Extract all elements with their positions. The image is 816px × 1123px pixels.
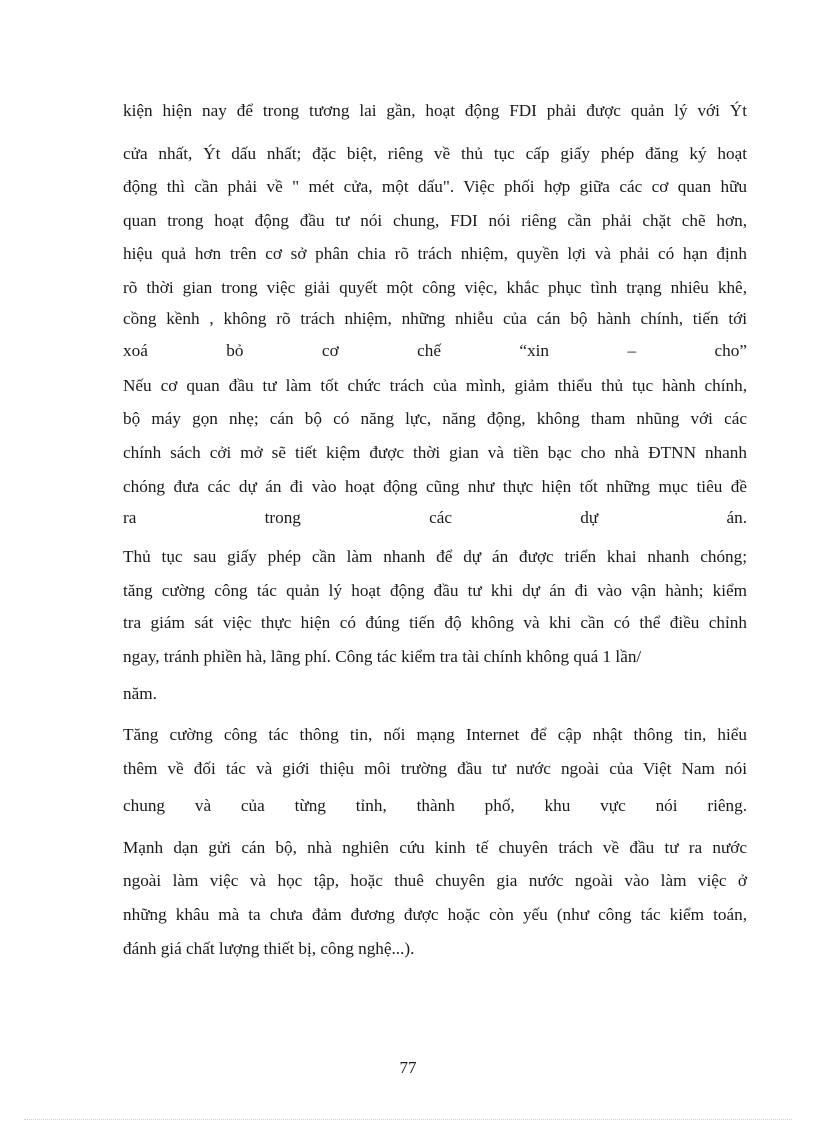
text-line: Mạnh dạn gửi cán bộ, nhà nghiên cứu kinh tế chuyên trách về đầu tư ra nước: [123, 838, 747, 857]
text-line: rõ thời gian trong việc giải quyết một công việc, khắc phục tình trạng nhiêu khê,: [123, 278, 747, 297]
text-line: năm.: [123, 684, 157, 703]
text-line: ngay, tránh phiền hà, lãng phí. Công tác kiểm tra tài chính không quá 1 lần/: [123, 647, 642, 666]
text-line: chính sách cởi mở sẽ tiết kiệm được thời gian và tiền bạc cho nhà ĐTNN nhanh: [123, 443, 747, 462]
text-line: ngoài làm việc và học tập, hoặc thuê chuyên gia nước ngoài vào làm việc ở: [123, 871, 747, 890]
page-number: 77: [399, 1058, 417, 1077]
text-line: cồng kềnh , không rõ trách nhiệm, những nhiễu của cán bộ hành chính, tiến tới: [123, 309, 747, 328]
page-bottom-divider: [24, 1119, 792, 1120]
text-line: đánh giá chất lượng thiết bị, công nghệ...).: [123, 939, 415, 958]
text-line: quan trong hoạt động đầu tư nói chung, FDI nói riêng cần phải chặt chẽ hơn,: [123, 211, 747, 230]
text-line: chóng đưa các dự án đi vào hoạt động cũng như thực hiện tốt những mục tiêu đề: [123, 477, 747, 496]
text-line: Nếu cơ quan đầu tư làm tốt chức trách của mình, giảm thiểu thủ tục hành chính,: [123, 376, 747, 395]
text-line: cửa nhất, Ýt dấu nhất; đặc biệt, riêng về thủ tục cấp giấy phép đăng ký hoạt: [123, 144, 747, 163]
text-line: tăng cường công tác quản lý hoạt động đầu tư khi dự án đi vào vận hành; kiểm: [123, 581, 747, 600]
text-line: những khâu mà ta chưa đảm đương được hoặc còn yếu (như công tác kiểm toán,: [123, 905, 747, 924]
text-line: ra trong các dự án.: [123, 508, 747, 527]
text-line: bộ máy gọn nhẹ; cán bộ có năng lực, năng động, không tham nhũng với các: [123, 409, 747, 428]
text-line: Tăng cường công tác thông tin, nối mạng Internet để cập nhật thông tin, hiểu: [123, 725, 747, 744]
text-line: kiện hiện nay để trong tương lai gần, hoạt động FDI phải được quản lý với Ýt: [123, 101, 747, 120]
text-line: chung và của từng tỉnh, thành phố, khu vực nói riêng.: [123, 796, 747, 815]
text-line: xoá bỏ cơ chế “xin – cho”: [123, 341, 747, 360]
text-line: Thủ tục sau giấy phép cần làm nhanh để dự án được triển khai nhanh chóng;: [123, 547, 747, 566]
text-line: tra giám sát việc thực hiện có đúng tiến độ không và khi cần có thể điều chỉnh: [123, 613, 747, 632]
text-line: động thì cần phải về " mét cửa, một dấu". Việc phối hợp giữa các cơ quan hữu: [123, 177, 747, 196]
text-line: hiệu quả hơn trên cơ sở phân chia rõ trách nhiệm, quyền lợi và phải có hạn định: [123, 244, 747, 263]
text-line: thêm về đối tác và giới thiệu môi trường đầu tư nước ngoài của Việt Nam nói: [123, 759, 747, 778]
